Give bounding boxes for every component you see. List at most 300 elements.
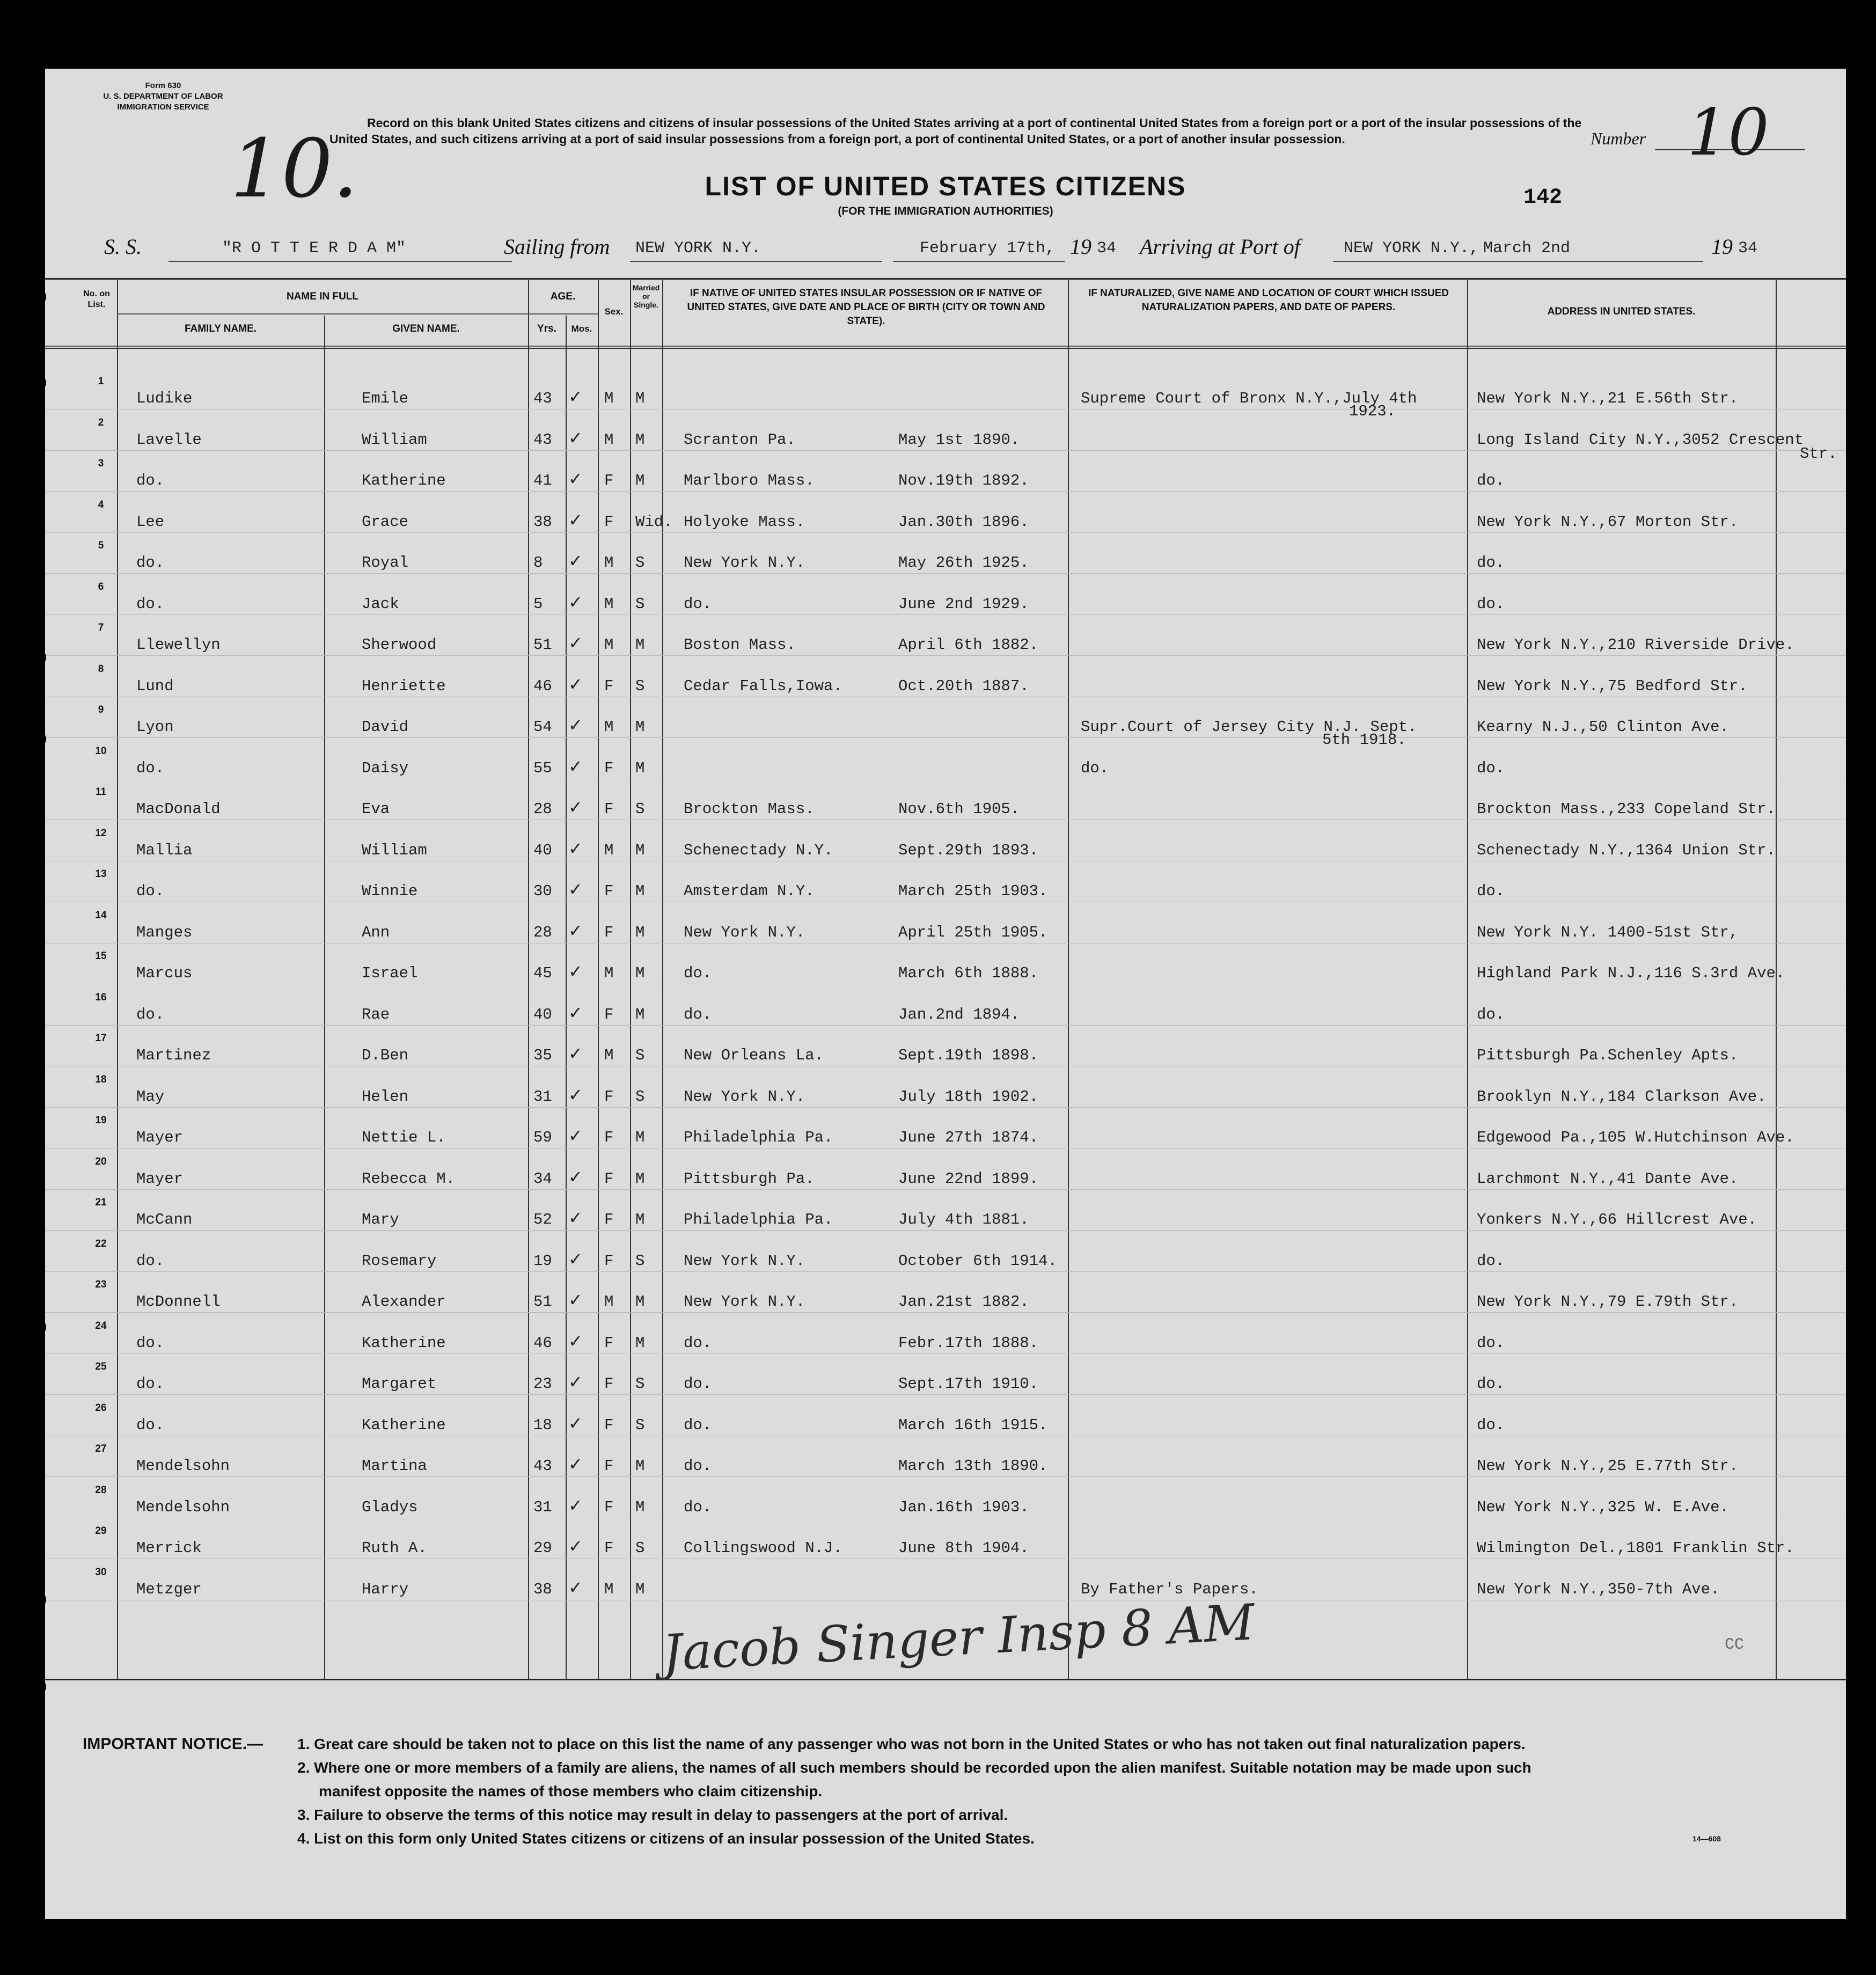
age-years: 38 (533, 513, 552, 531)
row-number: 15 (95, 950, 107, 962)
given-name: Winnie (362, 882, 418, 900)
sex: M (604, 718, 614, 736)
address: do. (1477, 1416, 1505, 1434)
address: Wilmington Del.,1801 Franklin Str. (1477, 1539, 1794, 1557)
sex: M (604, 595, 614, 613)
address: Long Island City N.Y.,3052 Crescent (1477, 430, 1804, 449)
header-sex: Sex. (604, 306, 624, 317)
check-mark-icon: ✓ (568, 1167, 583, 1187)
sex: F (604, 1498, 614, 1516)
page-subtitle: (FOR THE IMMIGRATION AUTHORITIES) (838, 205, 1053, 217)
sex: F (604, 1129, 614, 1146)
row-number: 21 (95, 1197, 107, 1208)
check-mark-icon: ✓ (568, 1126, 583, 1145)
check-mark-icon: ✓ (568, 1372, 583, 1392)
check-mark-icon: ✓ (568, 1085, 583, 1104)
arriving-year: 34 (1738, 239, 1758, 258)
address: New York N.Y.,67 Morton Str. (1477, 513, 1739, 531)
sex: F (604, 1334, 614, 1352)
arriving-year-prefix: 19 (1711, 235, 1733, 259)
given-name: David (362, 718, 409, 736)
check-mark-icon: ✓ (568, 1249, 583, 1269)
row-rule (45, 1271, 1846, 1272)
given-name: Ruth A. (362, 1539, 427, 1557)
family-name: Llewellyn (136, 636, 221, 654)
family-name: Ludike (136, 390, 193, 407)
check-mark-icon: ✓ (568, 1537, 583, 1556)
marital-status: M (635, 882, 645, 900)
address: New York N.Y. 1400-51st Str, (1477, 923, 1739, 941)
marital-status: M (635, 841, 645, 859)
address: Schenectady N.Y.,1364 Union Str. (1477, 841, 1776, 859)
given-name: Katherine (362, 1416, 446, 1434)
age-years: 34 (533, 1169, 552, 1188)
birth-date: June 8th 1904. (898, 1539, 1029, 1557)
given-name: Martina (362, 1457, 427, 1475)
header-given-name: GIVEN NAME. (392, 323, 460, 334)
binder-hole (30, 1319, 46, 1335)
form-code: 14—608 (1692, 1834, 1721, 1843)
family-name: Mendelsohn (136, 1457, 230, 1475)
binder-hole (30, 1679, 46, 1695)
marital-status: M (635, 923, 645, 941)
marital-status: M (635, 430, 645, 449)
birth-date: March 25th 1903. (898, 882, 1048, 900)
family-name: Metzger (136, 1580, 202, 1598)
family-name: Mendelsohn (136, 1498, 230, 1516)
check-mark-icon: ✓ (568, 1413, 583, 1433)
row-number: 16 (95, 991, 107, 1003)
age-years: 43 (533, 390, 552, 407)
address: do. (1477, 1334, 1505, 1352)
given-name: Rebecca M. (362, 1169, 456, 1188)
birth-place: New York N.Y. (684, 923, 805, 941)
given-name: Harry (362, 1580, 409, 1598)
naturalization: Supreme Court of Bronx N.Y.,July 4th (1081, 390, 1417, 407)
family-name: do. (136, 554, 165, 572)
age-years: 46 (533, 677, 552, 695)
arriving-label: Arriving at Port of (1140, 235, 1300, 259)
birth-date: July 18th 1902. (898, 1087, 1039, 1106)
sex: F (604, 1416, 614, 1434)
row-number: 6 (98, 581, 104, 592)
address: do. (1477, 1375, 1505, 1393)
family-name: May (136, 1087, 165, 1106)
check-mark-icon: ✓ (568, 715, 583, 735)
row-rule (45, 1230, 1846, 1231)
header-married-single: Married or Single. (632, 283, 660, 309)
check-mark-icon: ✓ (568, 428, 583, 448)
naturalization-continued: 5th 1918. (1322, 731, 1406, 749)
family-name: do. (136, 1005, 165, 1023)
marital-status: S (635, 1252, 645, 1270)
row-rule (45, 1189, 1846, 1190)
birth-date: Febr.17th 1888. (898, 1334, 1039, 1352)
handwritten-list-number: 10. (230, 122, 358, 216)
age-years: 52 (533, 1211, 552, 1228)
age-years: 31 (533, 1498, 552, 1516)
notice-line-2: 2. Where one or more members of a family are aliens, the names of all such members should be recorded upon the alien manifest. Suitable notation may be made upon such (297, 1759, 1531, 1776)
row-number: 10 (95, 745, 107, 757)
header-no-on-list: No. on List. (83, 289, 110, 309)
given-name: Henriette (362, 677, 446, 695)
family-name: Martinez (136, 1047, 211, 1064)
notice-line-1: 1. Great care should be taken not to place on this list the name of any passenger who was not born in the United States or who has not taken out final naturalization papers. (297, 1736, 1526, 1752)
birth-place: do. (684, 1498, 712, 1516)
check-mark-icon: ✓ (568, 592, 583, 612)
sailing-year: 34 (1097, 239, 1117, 258)
sex: F (604, 882, 614, 900)
address: Highland Park N.J.,116 S.3rd Ave. (1477, 964, 1785, 982)
row-number: 12 (95, 827, 107, 839)
marital-status: M (635, 1334, 645, 1352)
check-mark-icon: ✓ (568, 838, 583, 858)
check-mark-icon: ✓ (568, 633, 583, 653)
address: New York N.Y.,25 E.77th Str. (1477, 1457, 1739, 1475)
marital-status: M (635, 1498, 645, 1516)
record-instructions: Record on this blank United States citizens and citizens of insular possessions of the United States arriving at a port of continental United States from a foreign port or a port of the insular possessions of the United States, and such citizens arriving at a port of said insular possessions from a foreign port, a port of continental United States, or a port of another insular possession. (329, 116, 1582, 146)
given-name: Royal (362, 554, 409, 572)
family-name: Lavelle (136, 430, 202, 449)
address: do. (1477, 554, 1505, 572)
family-name: Lee (136, 513, 165, 531)
age-years: 35 (533, 1047, 552, 1064)
marital-status: M (635, 472, 645, 489)
given-name: Sherwood (362, 636, 437, 654)
marital-status: M (635, 1169, 645, 1188)
manifest-sheet (45, 69, 1846, 1919)
sex: F (604, 1211, 614, 1228)
birth-place: do. (684, 1457, 712, 1475)
family-name: do. (136, 1334, 165, 1352)
given-name: Katherine (362, 1334, 446, 1352)
address: Yonkers N.Y.,66 Hillcrest Ave. (1477, 1211, 1757, 1228)
check-mark-icon: ✓ (568, 1454, 583, 1474)
address: do. (1477, 472, 1505, 489)
age-years: 45 (533, 964, 552, 982)
header-years: Yrs. (537, 323, 556, 334)
birth-place: New York N.Y. (684, 554, 805, 572)
row-rule (45, 1107, 1846, 1108)
family-name: do. (136, 595, 165, 613)
age-years: 31 (533, 1087, 552, 1106)
row-number: 30 (95, 1566, 107, 1578)
arriving-date: March 2nd (1483, 239, 1571, 258)
address: Pittsburgh Pa.Schenley Apts. (1477, 1047, 1739, 1064)
page-number: 142 (1523, 186, 1563, 210)
address: Brooklyn N.Y.,184 Clarkson Ave. (1477, 1087, 1767, 1106)
birth-place: Amsterdam N.Y. (684, 882, 815, 900)
check-mark-icon: ✓ (568, 1495, 583, 1515)
address: Edgewood Pa.,105 W.Hutchinson Ave. (1477, 1129, 1794, 1146)
sex: F (604, 1169, 614, 1188)
birth-date: Oct.20th 1887. (898, 677, 1029, 695)
page-title: LIST OF UNITED STATES CITIZENS (705, 171, 1186, 201)
sex: F (604, 1005, 614, 1023)
given-name: Jack (362, 595, 399, 613)
marital-status: S (635, 1087, 645, 1106)
address: New York N.Y.,350-7th Ave. (1477, 1580, 1720, 1598)
marital-status: M (635, 390, 645, 407)
sex: F (604, 1252, 614, 1270)
sex: F (604, 1457, 614, 1475)
check-mark-icon: ✓ (568, 1331, 583, 1351)
row-number: 9 (98, 704, 104, 715)
address: do. (1477, 595, 1505, 613)
age-years: 51 (533, 1293, 552, 1311)
marital-status: S (635, 554, 645, 572)
family-name: do. (136, 1375, 165, 1393)
age-years: 40 (533, 1005, 552, 1023)
row-number: 5 (98, 540, 104, 551)
family-name: do. (136, 1416, 165, 1434)
sex: M (604, 430, 614, 449)
birth-place: New York N.Y. (684, 1087, 805, 1106)
row-number: 19 (95, 1115, 107, 1126)
address: do. (1477, 1005, 1505, 1023)
binder-hole (30, 1592, 46, 1608)
birth-place: Brockton Mass. (684, 800, 815, 818)
birth-place: do. (684, 1005, 712, 1023)
family-name: do. (136, 882, 165, 900)
naturalization: do. (1081, 759, 1109, 777)
arriving-port: NEW YORK N.Y., (1344, 239, 1479, 258)
age-years: 46 (533, 1334, 552, 1352)
notice-line-4: 4. List on this form only United States citizens or citizens of an insular possession of the United States. (297, 1830, 1035, 1847)
check-mark-icon: ✓ (568, 1003, 583, 1022)
given-name: Helen (362, 1087, 409, 1106)
birth-place: Boston Mass. (684, 636, 796, 654)
age-years: 38 (533, 1580, 552, 1598)
age-years: 28 (533, 800, 552, 818)
birth-date: Nov.19th 1892. (898, 472, 1029, 489)
birth-place: do. (684, 595, 712, 613)
marital-status: M (635, 1005, 645, 1023)
header-family-name: FAMILY NAME. (184, 323, 257, 334)
marital-status: S (635, 800, 645, 818)
sex: M (604, 390, 614, 407)
row-number: 22 (95, 1238, 107, 1249)
sailing-label: Sailing from (504, 235, 610, 259)
given-name: Eva (362, 800, 390, 818)
birth-place: Scranton Pa. (684, 430, 796, 449)
check-mark-icon: ✓ (568, 469, 583, 488)
birth-place: do. (684, 1416, 712, 1434)
family-name: McCann (136, 1211, 193, 1228)
family-name: Merrick (136, 1539, 202, 1557)
age-years: 8 (533, 554, 543, 572)
age-years: 59 (533, 1129, 552, 1146)
age-years: 55 (533, 759, 552, 777)
check-mark-icon: ✓ (568, 756, 583, 776)
given-name: Alexander (362, 1293, 446, 1311)
age-years: 18 (533, 1416, 552, 1434)
notice-line-2-cont: manifest opposite the names of those members who claim citizenship. (319, 1783, 823, 1800)
marital-status: M (635, 1293, 645, 1311)
sex: F (604, 923, 614, 941)
birth-place: Philadelphia Pa. (684, 1211, 833, 1228)
row-number: 7 (98, 622, 104, 633)
age-years: 30 (533, 882, 552, 900)
check-mark-icon: ✓ (568, 1577, 583, 1597)
row-number: 3 (98, 458, 104, 469)
birth-date: May 1st 1890. (898, 430, 1020, 449)
row-rule (45, 655, 1846, 656)
family-name: do. (136, 472, 165, 489)
family-name: MacDonald (136, 800, 221, 818)
birth-place: Holyoke Mass. (684, 513, 805, 531)
check-mark-icon: ✓ (568, 920, 583, 940)
sex: M (604, 636, 614, 654)
marital-status: S (635, 1375, 645, 1393)
birth-date: Jan.2nd 1894. (898, 1005, 1020, 1023)
service-name: IMMIGRATION SERVICE (117, 103, 209, 112)
marital-status: S (635, 595, 645, 613)
row-number: 28 (95, 1484, 107, 1496)
marital-status: M (635, 1457, 645, 1475)
birth-place: New York N.Y. (684, 1293, 805, 1311)
sex: F (604, 800, 614, 818)
check-mark-icon: ✓ (568, 798, 583, 817)
header-naturalized: IF NATURALIZED, GIVE NAME AND LOCATION OF COURT WHICH ISSUED NATURALIZATION PAPERS, AND DATE OF PAPERS. (1088, 288, 1449, 313)
given-name: Nettie L. (362, 1129, 446, 1146)
form-identifier (67, 81, 260, 113)
given-name: Margaret (362, 1375, 437, 1393)
address-continued: Str. (1800, 444, 1837, 463)
age-years: 23 (533, 1375, 552, 1393)
birth-date: Sept.19th 1898. (898, 1047, 1039, 1064)
birth-place: do. (684, 1375, 712, 1393)
birth-date: June 22nd 1899. (898, 1169, 1039, 1188)
header-age: AGE. (550, 291, 576, 302)
birth-date: Sept.17th 1910. (898, 1375, 1039, 1393)
family-name: Mallia (136, 841, 193, 859)
birth-place: Pittsburgh Pa. (684, 1169, 815, 1188)
row-number: 25 (95, 1361, 107, 1372)
marital-status: M (635, 1129, 645, 1146)
birth-date: March 13th 1890. (898, 1457, 1048, 1475)
sailing-port: NEW YORK N.Y. (635, 239, 761, 258)
check-mark-icon: ✓ (568, 962, 583, 981)
sex: F (604, 472, 614, 489)
binder-hole (30, 649, 46, 665)
age-years: 41 (533, 472, 552, 489)
family-name: Mayer (136, 1129, 184, 1146)
number-value: 10 (1687, 96, 1769, 170)
row-number: 26 (95, 1402, 107, 1414)
header-months: Mos. (571, 324, 592, 334)
family-name: McDonnell (136, 1293, 221, 1311)
sex: F (604, 1539, 614, 1557)
row-number: 2 (98, 416, 104, 428)
birth-place: Schenectady N.Y. (684, 841, 833, 859)
row-rule (45, 1148, 1846, 1149)
given-name: Emile (362, 390, 409, 407)
given-name: Rae (362, 1005, 390, 1023)
header-birth: IF NATIVE OF UNITED STATES INSULAR POSSESSION OR IF NATIVE OF UNITED STATES, GIVE DATE AND PLACE OF BIRTH (CITY OR TOWN AND STATE). (687, 288, 1045, 327)
age-years: 5 (533, 595, 543, 613)
sex: F (604, 513, 614, 531)
given-name: Daisy (362, 759, 409, 777)
row-rule (45, 491, 1846, 492)
family-name: Lyon (136, 718, 174, 736)
row-number: 18 (95, 1073, 107, 1085)
marital-status: M (635, 1211, 645, 1228)
address: Kearny N.J.,50 Clinton Ave. (1477, 718, 1729, 736)
check-mark-icon: ✓ (568, 510, 583, 530)
family-name: Marcus (136, 964, 193, 982)
birth-date: Nov.6th 1905. (898, 800, 1020, 818)
birth-date: July 4th 1881. (898, 1211, 1029, 1228)
binder-hole (30, 375, 46, 391)
inspector-signature: Jacob Singer Insp 8 AM (661, 1593, 1256, 1682)
age-years: 51 (533, 636, 552, 654)
row-rule (45, 573, 1846, 574)
sex: F (604, 759, 614, 777)
birth-date: October 6th 1914. (898, 1252, 1057, 1270)
sex: M (604, 1293, 614, 1311)
family-name: Lund (136, 677, 174, 695)
row-number: 11 (95, 786, 107, 798)
row-number: 24 (95, 1320, 107, 1332)
birth-date: Jan.30th 1896. (898, 513, 1029, 531)
department-name: U. S. DEPARTMENT OF LABOR (103, 92, 223, 101)
marital-status: S (635, 1539, 645, 1557)
family-name: do. (136, 1252, 165, 1270)
birth-place: Philadelphia Pa. (684, 1129, 833, 1146)
birth-date: Jan.16th 1903. (898, 1498, 1029, 1516)
row-rule (45, 1394, 1846, 1395)
address: New York N.Y.,79 E.79th Str. (1477, 1293, 1739, 1311)
row-rule (45, 450, 1846, 451)
sex: F (604, 677, 614, 695)
address: New York N.Y.,325 W. E.Ave. (1477, 1498, 1729, 1516)
sex: M (604, 964, 614, 982)
age-years: 54 (533, 718, 552, 736)
row-number: 17 (95, 1033, 107, 1044)
naturalization: By Father's Papers. (1081, 1580, 1258, 1598)
birth-date: March 6th 1888. (898, 964, 1039, 982)
birth-date: March 16th 1915. (898, 1416, 1048, 1434)
given-name: D.Ben (362, 1047, 409, 1064)
given-name: Gladys (362, 1498, 418, 1516)
address: New York N.Y.,21 E.56th Str. (1477, 390, 1739, 407)
age-years: 28 (533, 923, 552, 941)
row-number: 27 (95, 1443, 107, 1454)
sex: M (604, 841, 614, 859)
notice-heading: IMPORTANT NOTICE.— (83, 1735, 263, 1753)
address: New York N.Y.,210 Riverside Drive. (1477, 636, 1794, 654)
sex: F (604, 1375, 614, 1393)
birth-place: do. (684, 1334, 712, 1352)
row-number: 23 (95, 1279, 107, 1290)
birth-place: New Orleans La. (684, 1047, 824, 1064)
birth-date: June 27th 1874. (898, 1129, 1039, 1146)
marital-status: S (635, 1416, 645, 1434)
given-name: Ann (362, 923, 390, 941)
age-years: 40 (533, 841, 552, 859)
marital-status: S (635, 1047, 645, 1064)
given-name: Israel (362, 964, 418, 982)
birth-place: do. (684, 964, 712, 982)
row-number: 29 (95, 1525, 107, 1537)
address: Larchmont N.Y.,41 Dante Ave. (1477, 1169, 1739, 1188)
sailing-year-prefix: 19 (1070, 235, 1091, 259)
address: do. (1477, 759, 1505, 777)
given-name: Mary (362, 1211, 399, 1228)
birth-date: Jan.21st 1882. (898, 1293, 1029, 1311)
row-rule (45, 1476, 1846, 1477)
